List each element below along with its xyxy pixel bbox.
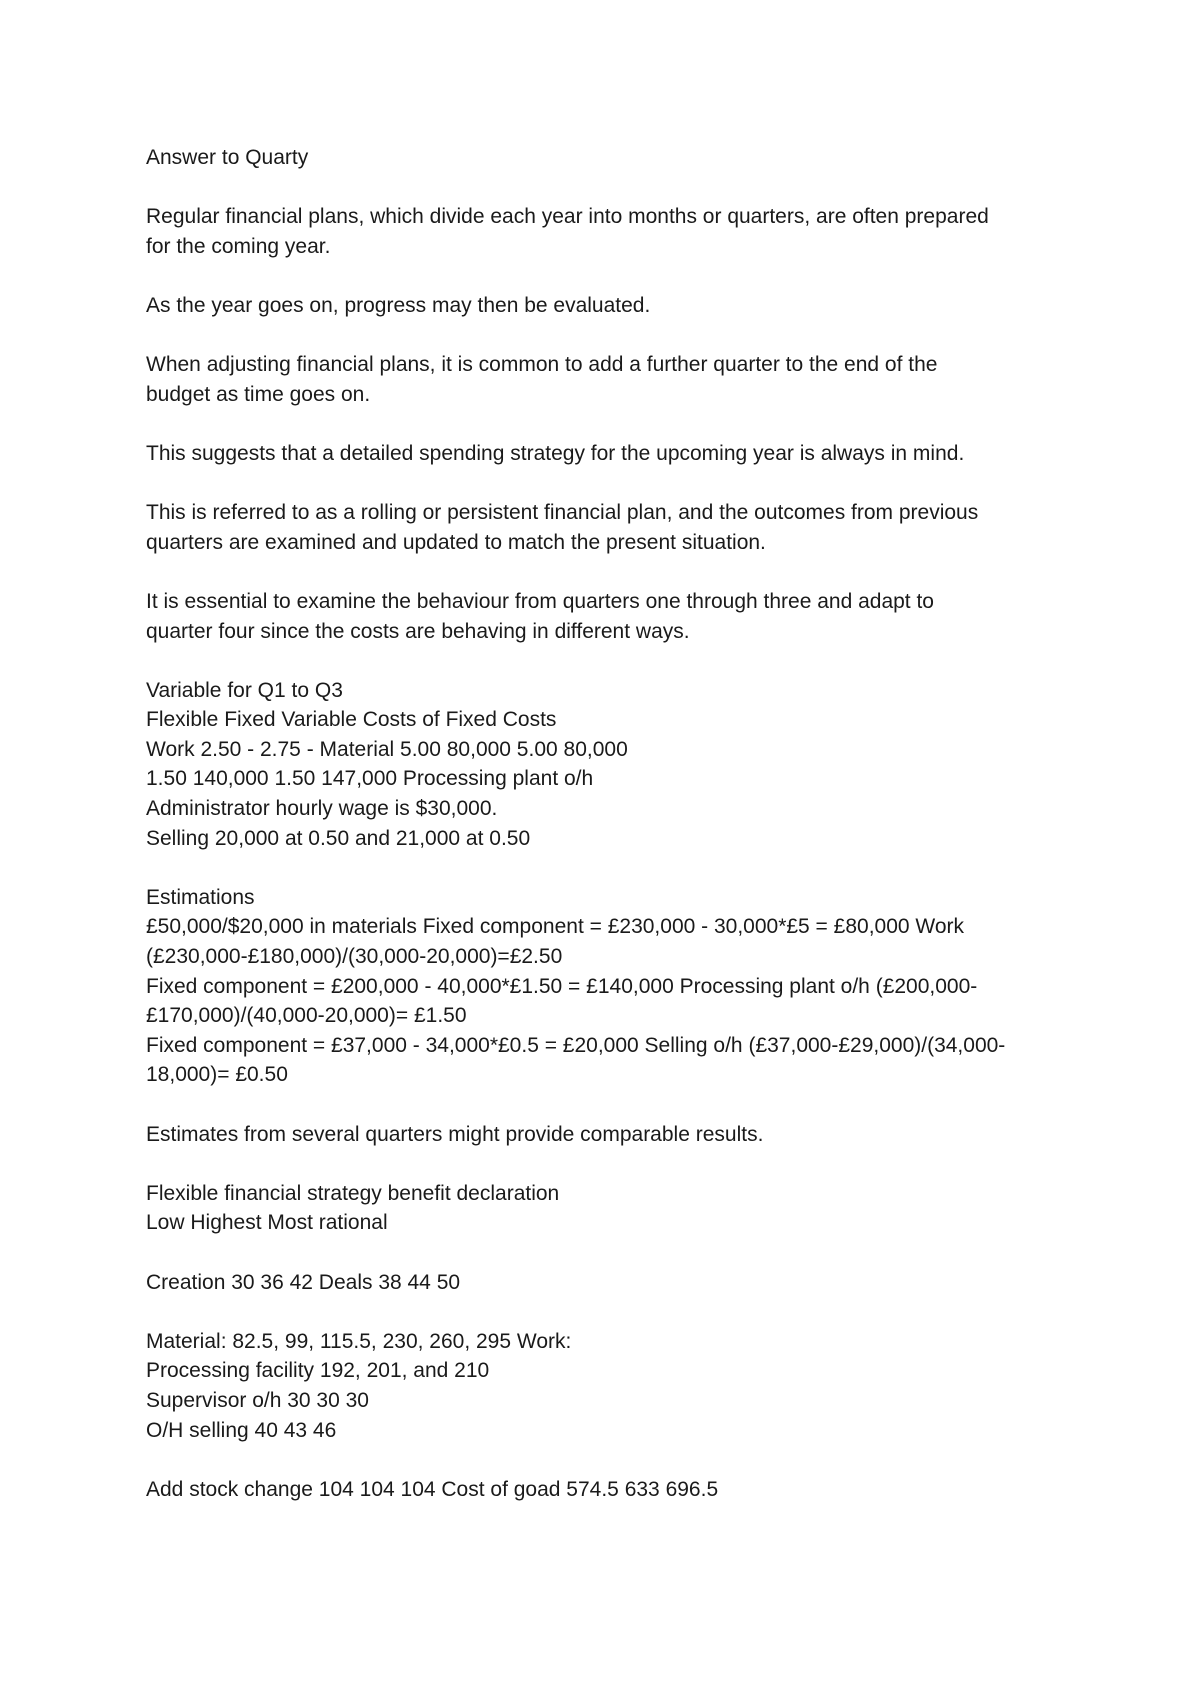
section-line: Work 2.50 - 2.75 - Material 5.00 80,000 5.00 80,000 xyxy=(146,737,628,761)
section-line: Material: 82.5, 99, 115.5, 230, 260, 295 Work: xyxy=(146,1329,572,1353)
paragraph-line: quarter four since the costs are behaving in different ways. xyxy=(146,619,690,643)
paragraph-progress xyxy=(146,291,1096,321)
paragraph-intro xyxy=(146,202,1096,261)
section-variables xyxy=(146,676,1096,854)
paragraph-line: Regular financial plans, which divide each year into months or quarters, are often prepared xyxy=(146,205,989,229)
section-line: Processing facility 192, 201, and 210 xyxy=(146,1359,490,1383)
section-line: Fixed component = £200,000 - 40,000*£1.50 = £140,000 Processing plant o/h (£200,000- xyxy=(146,974,978,998)
paragraph-line: This is referred to as a rolling or persistent financial plan, and the outcomes from previous xyxy=(146,501,979,525)
section-line: Low Highest Most rational xyxy=(146,1211,388,1235)
paragraph-line: This suggests that a detailed spending strategy for the upcoming year is always in mind. xyxy=(146,441,965,465)
document-title xyxy=(146,143,1096,173)
section-line: 18,000)= £0.50 xyxy=(146,1063,288,1087)
document-page xyxy=(146,143,1096,1534)
paragraph-creation-deals xyxy=(146,1268,1096,1298)
section-line: £170,000)/(40,000-20,000)= £1.50 xyxy=(146,1004,467,1028)
section-line: Supervisor o/h 30 30 30 xyxy=(146,1388,369,1412)
paragraph-line: As the year goes on, progress may then be evaluated. xyxy=(146,293,651,317)
section-heading: Estimations xyxy=(146,885,255,909)
paragraph-strategy xyxy=(146,439,1096,469)
paragraph-adjusting xyxy=(146,350,1096,409)
paragraph-stock-change xyxy=(146,1475,1096,1505)
section-line: Fixed component = £37,000 - 34,000*£0.5 = £20,000 Selling o/h (£37,000-£29,000)/(34,000- xyxy=(146,1033,1006,1057)
paragraph-line: Add stock change 104 104 104 Cost of goad 574.5 633 696.5 xyxy=(146,1477,719,1501)
section-heading: Variable for Q1 to Q3 xyxy=(146,678,343,702)
paragraph-line: Creation 30 36 42 Deals 38 44 50 xyxy=(146,1270,461,1294)
title-text: Answer to Quarty xyxy=(146,146,309,169)
section-line: Flexible Fixed Variable Costs of Fixed Costs xyxy=(146,708,557,732)
section-line: £50,000/$20,000 in materials Fixed component = £230,000 - 30,000*£5 = £80,000 Work xyxy=(146,915,965,939)
section-line: (£230,000-£180,000)/(30,000-20,000)=£2.50 xyxy=(146,945,563,969)
paragraph-behaviour xyxy=(146,587,1096,646)
section-line: O/H selling 40 43 46 xyxy=(146,1418,337,1442)
section-estimations xyxy=(146,883,1096,1090)
paragraph-rolling xyxy=(146,498,1096,557)
section-line: Selling 20,000 at 0.50 and 21,000 at 0.50 xyxy=(146,826,531,850)
section-heading: Flexible financial strategy benefit declaration xyxy=(146,1181,560,1205)
section-benefit-declaration xyxy=(146,1179,1096,1238)
section-line: 1.50 140,000 1.50 147,000 Processing plant o/h xyxy=(146,767,594,791)
paragraph-line: quarters are examined and updated to match the present situation. xyxy=(146,530,766,554)
paragraph-estimates xyxy=(146,1120,1096,1150)
paragraph-line: budget as time goes on. xyxy=(146,382,371,406)
paragraph-line: It is essential to examine the behaviour from quarters one through three and adapt to xyxy=(146,589,934,613)
paragraph-line: for the coming year. xyxy=(146,234,331,258)
paragraph-line: Estimates from several quarters might provide comparable results. xyxy=(146,1122,764,1146)
paragraph-line: When adjusting financial plans, it is common to add a further quarter to the end of the xyxy=(146,353,938,377)
section-cost-lines xyxy=(146,1327,1096,1445)
section-line: Administrator hourly wage is $30,000. xyxy=(146,797,498,821)
